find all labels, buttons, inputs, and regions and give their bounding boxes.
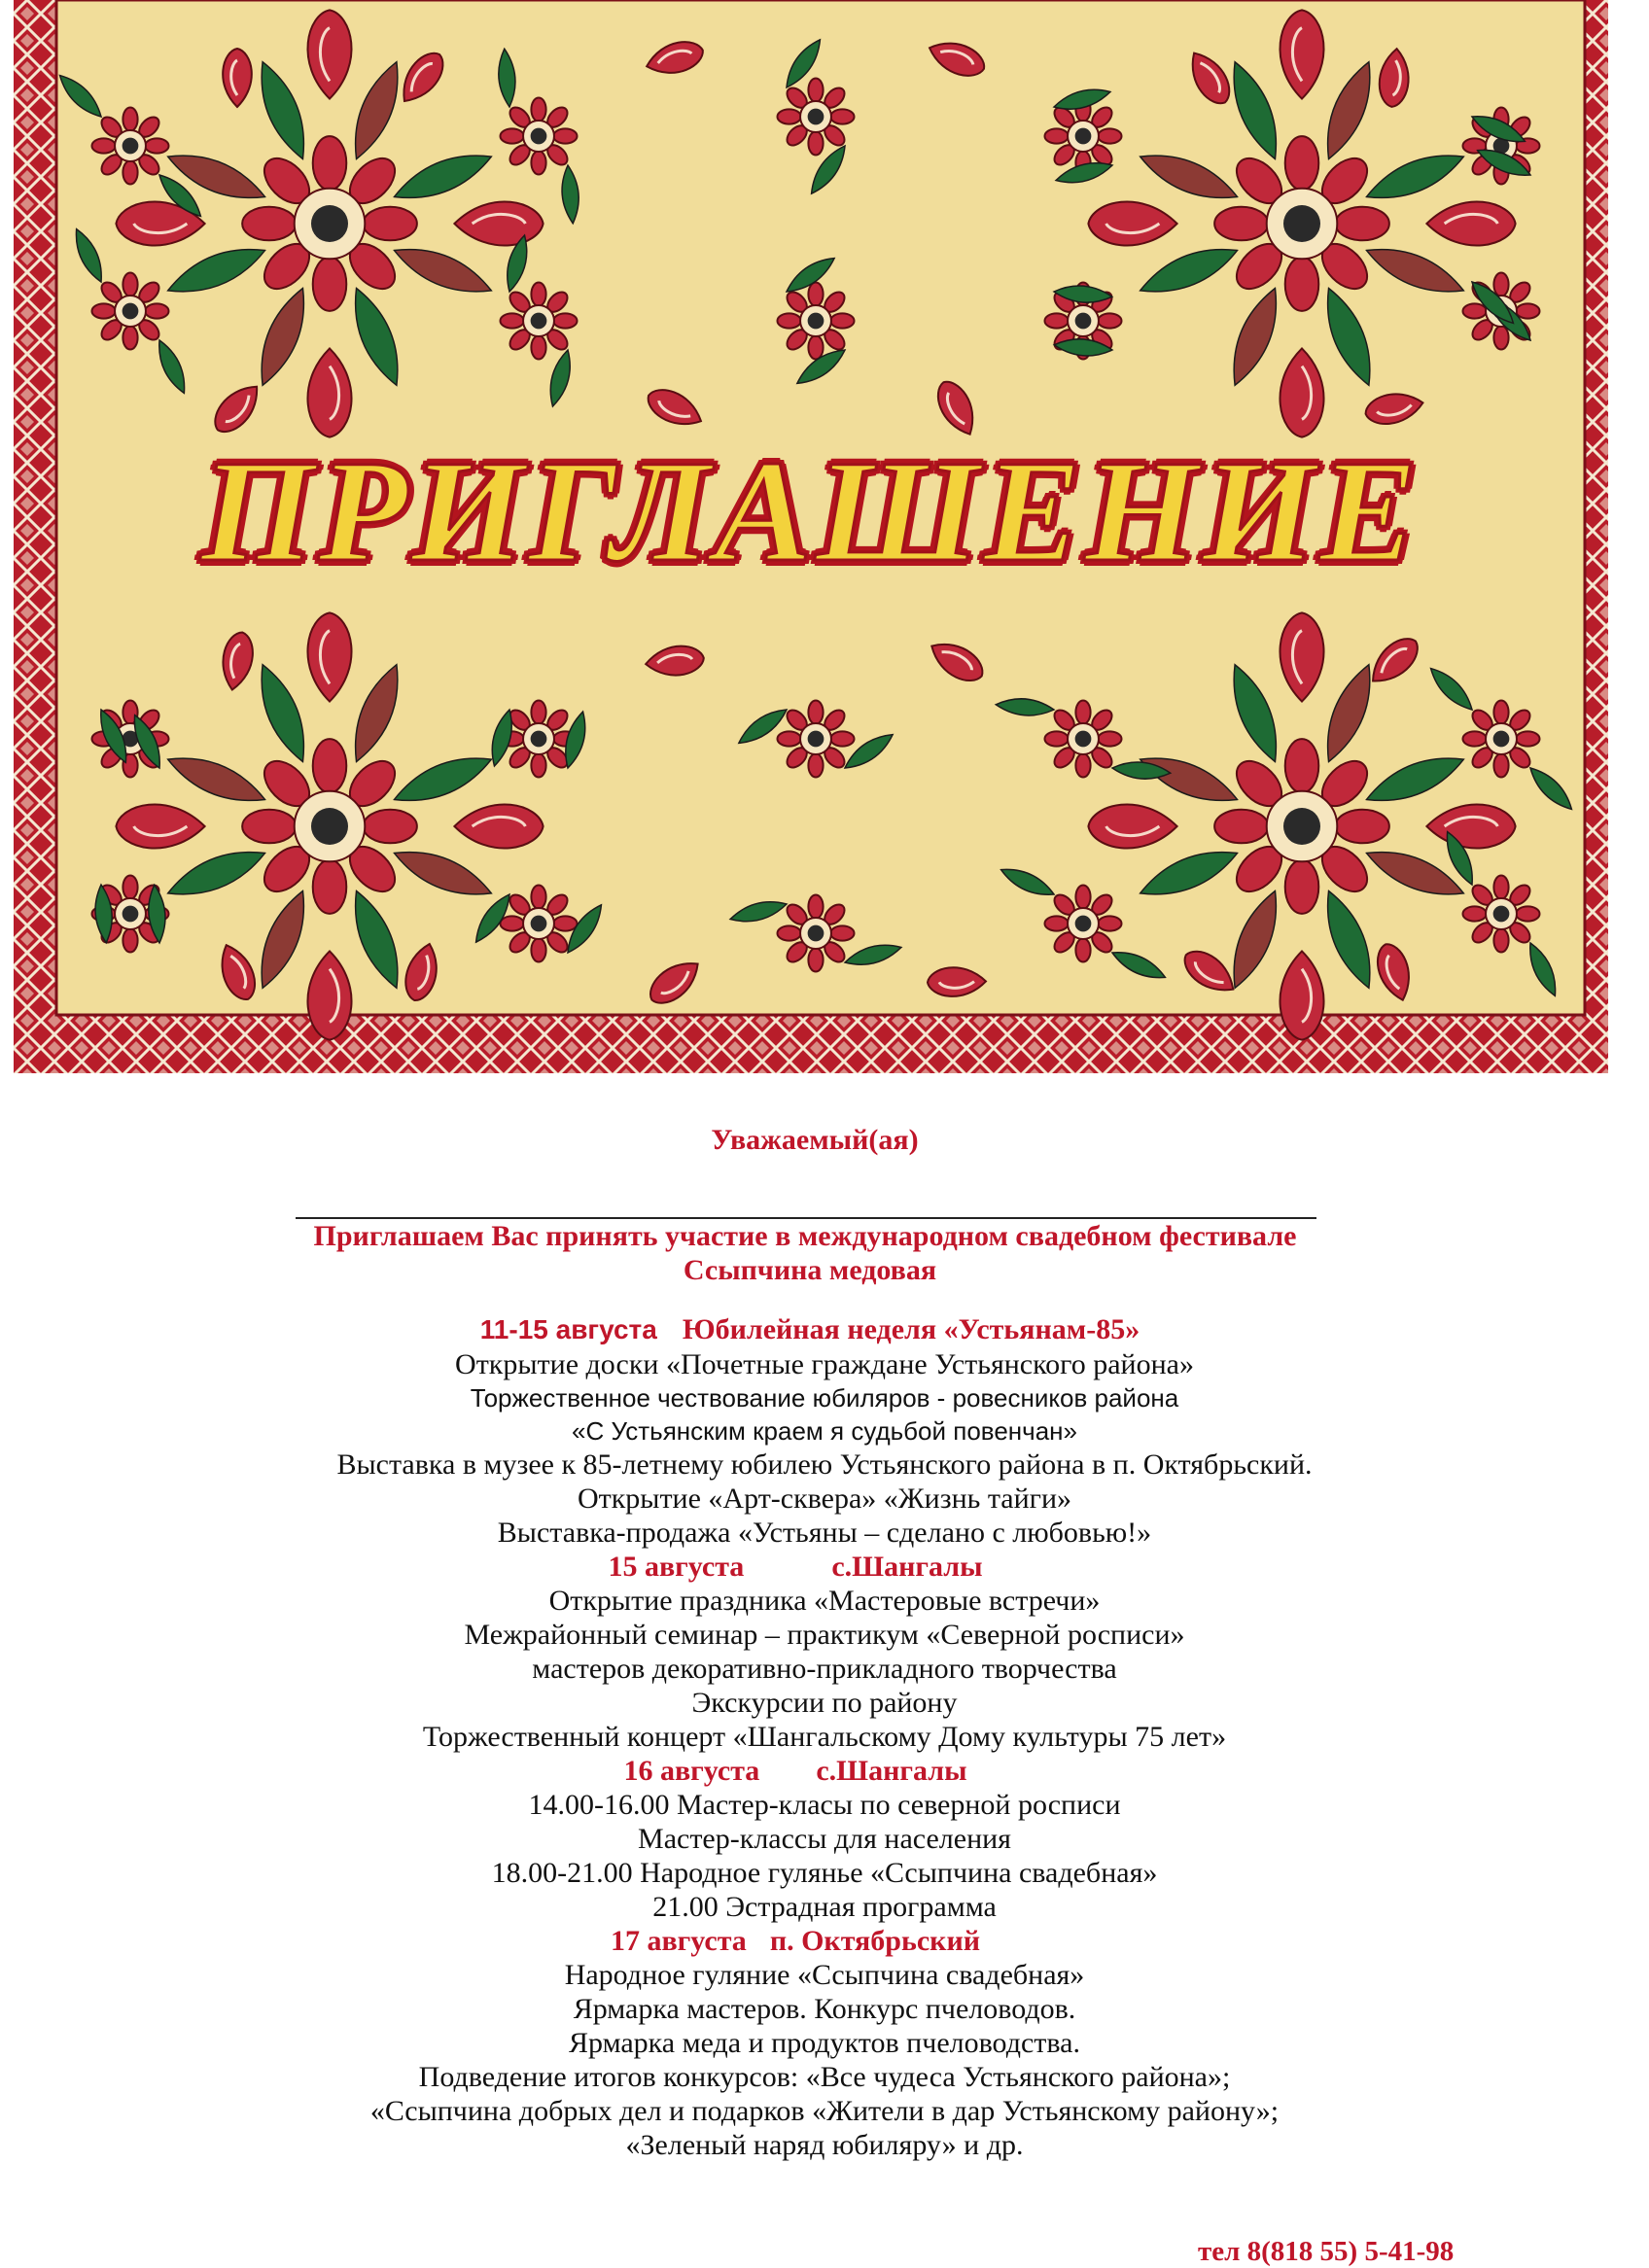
list-item: «Ссыпчина добрых дел и подарков «Жители в дар Устьянскому району»; — [369, 2095, 1280, 2127]
rosette-icon — [242, 136, 417, 311]
list-item: Выставка-продажа «Устьяны – сделано с любовью!» — [497, 1517, 1152, 1549]
rosette-icon — [1214, 136, 1389, 311]
rosette-icon — [500, 700, 577, 777]
list-item: Экскурсии по району — [691, 1687, 958, 1719]
rosette-icon — [777, 282, 854, 359]
list-item: Торжественный концерт «Шангальскому Дому культуры 75 лет» — [422, 1721, 1227, 1753]
rosette-icon — [1462, 875, 1539, 952]
rosette-icon — [1462, 700, 1539, 777]
section-header-1 — [0, 1312, 1649, 1347]
phone-number: тел 8(818 55) 5-41-98 — [1198, 2236, 1455, 2267]
section-header-2 — [0, 1550, 1649, 1584]
title-wrap — [14, 428, 1608, 595]
rosette-icon — [777, 700, 854, 777]
rosette-icon — [500, 282, 577, 359]
invitation-card — [14, 0, 1608, 1073]
rosette-icon — [500, 885, 577, 961]
greeting: Уважаемый(ая) — [711, 1124, 919, 1156]
list-item: «С Устьянским краем я судьбой повенчан» — [572, 1416, 1077, 1446]
festival-name: Ссыпчина медовая — [683, 1254, 937, 1286]
list-item: Открытие праздника «Мастеровые встречи» — [548, 1585, 1101, 1617]
list-item: Подведение итогов конкурсов: «Все чудеса Устьянского района»; — [418, 2061, 1231, 2093]
list-item: 14.00-16.00 Мастер-класы по северной росписи — [528, 1789, 1121, 1821]
invite-line-1: Приглашаем Вас принять участие в международном свадебном фестивале — [313, 1220, 1297, 1252]
section-title: Юбилейная неделя «Устьянам-85» — [682, 1313, 1140, 1345]
rosette-icon — [1044, 885, 1121, 961]
section-header-3 — [0, 1754, 1649, 1788]
invitation-title: ПРИГЛАШЕНИЕ — [200, 431, 1421, 592]
section-place: с.Шангалы — [816, 1755, 967, 1787]
section-date: 11-15 августа — [479, 1314, 657, 1344]
list-item: Ярмарка меда и продуктов пчеловодства. — [569, 2027, 1080, 2059]
rosette-icon — [91, 272, 168, 349]
list-item: Народное гуляние «Ссыпчина свадебная» — [564, 1959, 1085, 1991]
section-header-4 — [0, 1924, 1649, 1958]
list-item: Открытие доски «Почетные граждане Устьянского района» — [455, 1348, 1194, 1380]
section-date: 17 августа — [610, 1925, 747, 1957]
list-item: Торжественное чествование юбиляров - ровесников района — [470, 1383, 1179, 1413]
list-item: Межрайонный семинар – практикум «Северной росписи» — [464, 1619, 1185, 1651]
list-item: Выставка в музее к 85-летнему юбилею Устьянского района в п. Октябрьский. — [336, 1448, 1313, 1481]
rosette-icon — [777, 894, 854, 971]
list-item: Открытие «Арт-сквера» «Жизнь тайги» — [577, 1483, 1072, 1515]
section-place: п. Октябрьский — [769, 1925, 981, 1957]
rosette-icon — [1214, 739, 1389, 914]
section-date: 16 августа — [623, 1755, 760, 1787]
list-item: 21.00 Эстрадная программа — [652, 1891, 997, 1923]
rosette-icon — [500, 97, 577, 174]
list-item: Мастер-классы для населения — [638, 1823, 1011, 1855]
list-item: Ярмарка мастеров. Конкурс пчеловодов. — [573, 1993, 1076, 2025]
section-place: с.Шангалы — [831, 1551, 983, 1583]
rosette-icon — [242, 739, 417, 914]
rosette-icon — [1044, 97, 1121, 174]
rosette-icon — [91, 107, 168, 184]
rosette-icon — [777, 78, 854, 155]
section-date: 15 августа — [608, 1551, 745, 1583]
invitation-text — [0, 1123, 1649, 2162]
rosette-icon — [1044, 700, 1121, 777]
list-item: мастеров декоративно-прикладного творчества — [532, 1653, 1117, 1685]
list-item: «Зеленый наряд юбиляру» и др. — [625, 2129, 1024, 2161]
list-item: 18.00-21.00 Народное гулянье «Ссыпчина свадебная» — [491, 1857, 1158, 1889]
